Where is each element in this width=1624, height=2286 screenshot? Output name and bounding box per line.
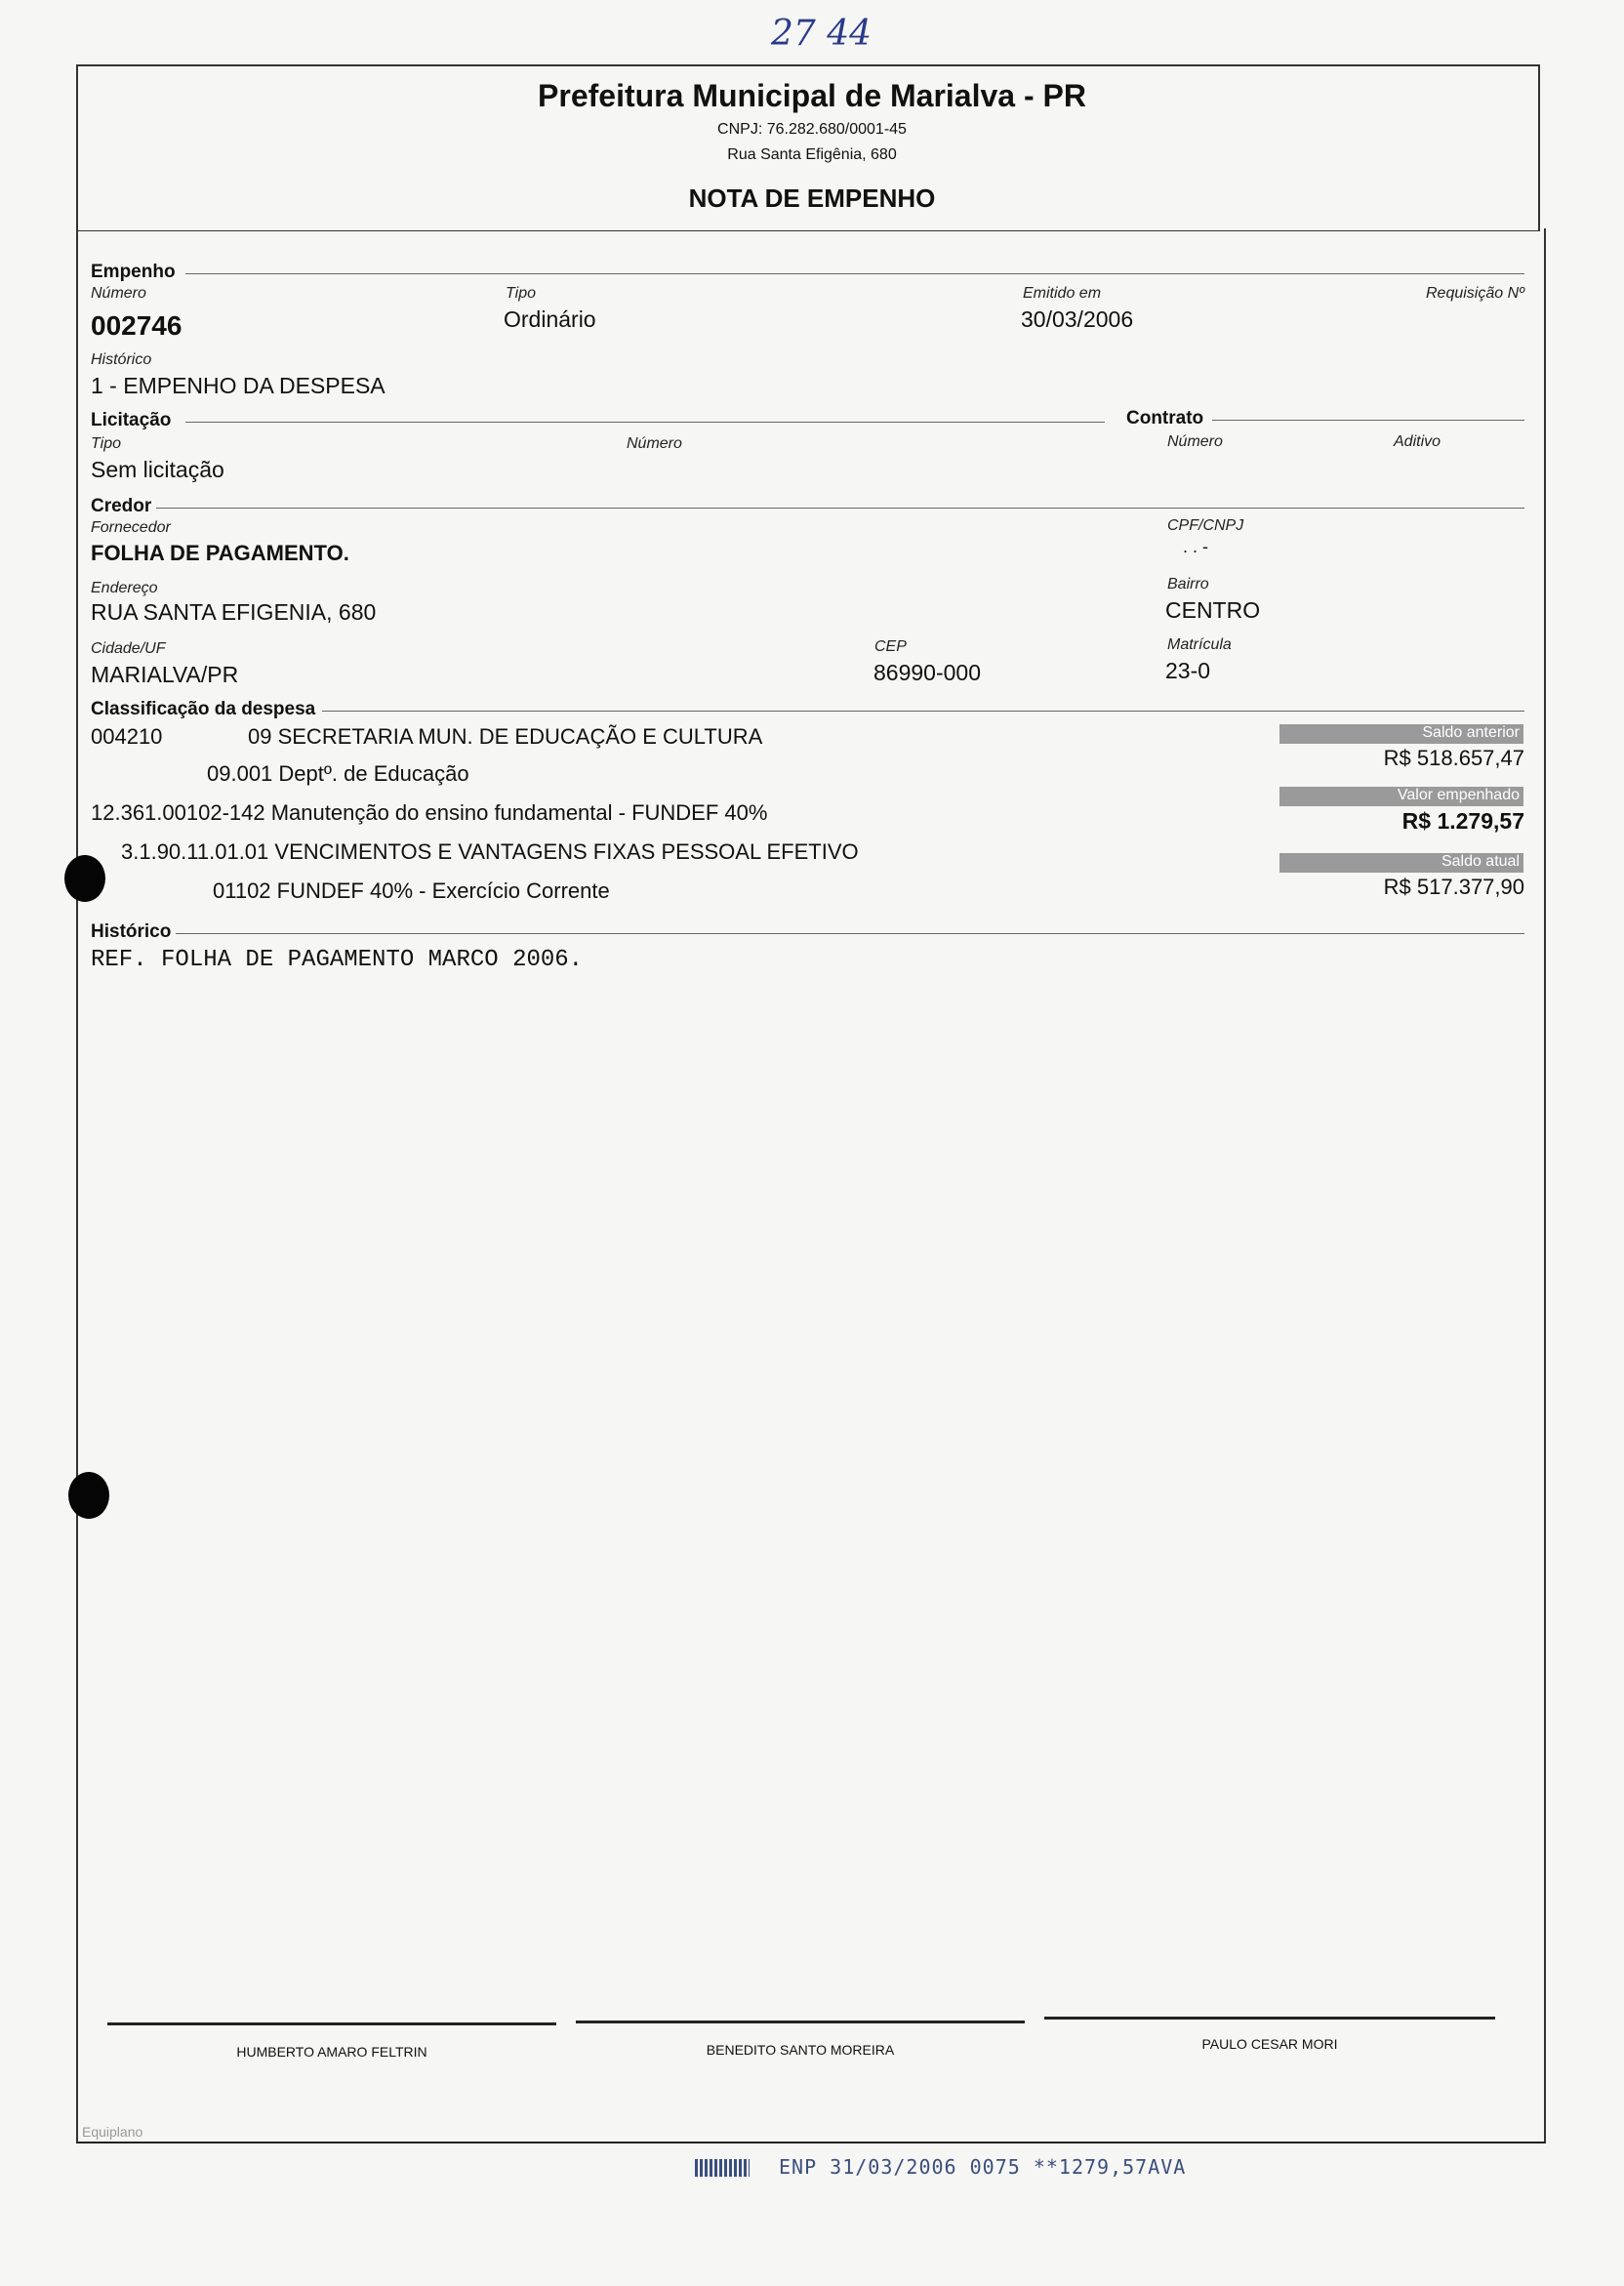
saldo-atual: R$ 517.377,90 <box>1383 875 1524 899</box>
bairro: CENTRO <box>1165 597 1261 623</box>
empenho-tipo: Ordinário <box>504 306 596 332</box>
binder-hole-bottom <box>68 1472 109 1519</box>
municipality-title: Prefeitura Municipal de Marialva - PR <box>538 78 1086 113</box>
emitido-date: 30/03/2006 <box>1021 306 1134 332</box>
matricula-label: Matrícula <box>1167 636 1232 653</box>
licitacao-numero-label: Número <box>627 435 682 452</box>
handwritten-page-number: 27 44 <box>771 14 873 54</box>
saldo-anterior-bar <box>1279 724 1523 744</box>
valor-empenhado-label: Valor empenhado <box>1397 787 1520 803</box>
saldo-atual-bar <box>1279 853 1523 873</box>
cidade-label: Cidade/UF <box>91 640 166 657</box>
empenho-numero-label: Número <box>91 285 146 302</box>
section-credor: Credor <box>91 496 152 516</box>
section-historico: Histórico <box>91 921 172 942</box>
signature-name-3: PAULO CESAR MORI <box>1201 2036 1338 2052</box>
fonte: 01102 FUNDEF 40% - Exercício Corrente <box>213 878 610 903</box>
address-text: Rua Santa Efigênia, 680 <box>727 146 897 163</box>
signature-name-2: BENEDITO SANTO MOREIRA <box>706 2042 895 2058</box>
contrato-aditivo-label: Aditivo <box>1394 433 1441 450</box>
programa: 12.361.00102-142 Manutenção do ensino fundamental - FUNDEF 40% <box>91 800 768 825</box>
empenho-historico-label: Histórico <box>91 351 152 368</box>
stamp-barcode-icon <box>695 2159 750 2177</box>
signature-name-1: HUMBERTO AMARO FELTRIN <box>236 2044 427 2060</box>
bairro-label: Bairro <box>1167 576 1209 592</box>
section-empenho: Empenho <box>91 262 176 282</box>
endereco-label: Endereço <box>91 580 158 596</box>
signature-line-3 <box>1044 2017 1495 2020</box>
cpf-label: CPF/CNPJ <box>1167 517 1244 534</box>
requisicao-label: Requisição Nº <box>1426 285 1524 302</box>
departamento: 09.001 Deptº. de Educação <box>207 761 469 786</box>
fornecedor-label: Fornecedor <box>91 519 171 536</box>
cpf-value: . . - <box>1183 537 1208 556</box>
empenho-tipo-label: Tipo <box>506 285 536 302</box>
historico-text: REF. FOLHA DE PAGAMENTO MARCO 2006. <box>91 947 584 973</box>
licitacao-tipo-label: Tipo <box>91 435 121 452</box>
cnpj-text: CNPJ: 76.282.680/0001-45 <box>717 121 907 138</box>
document-frame <box>76 228 1546 2143</box>
matricula: 23-0 <box>1165 658 1211 683</box>
licitacao-tipo: Sem licitação <box>91 457 224 482</box>
cep-label: CEP <box>874 638 907 655</box>
document-title: NOTA DE EMPENHO <box>688 184 936 213</box>
classificacao-code: 004210 <box>91 724 163 749</box>
secretaria: 09 SECRETARIA MUN. DE EDUCAÇÃO E CULTURA <box>248 724 763 749</box>
mechanical-stamp: ENP 31/03/2006 0075 **1279,57AVA <box>779 2155 1187 2179</box>
footer-brand: Equiplano <box>82 2124 143 2140</box>
section-contrato: Contrato <box>1126 408 1204 429</box>
endereco: RUA SANTA EFIGENIA, 680 <box>91 599 377 625</box>
contrato-numero-label: Número <box>1167 433 1223 450</box>
valor-empenhado: R$ 1.279,57 <box>1401 808 1524 834</box>
section-classificacao: Classificação da despesa <box>91 699 316 719</box>
saldo-atual-label: Saldo atual <box>1441 853 1520 870</box>
saldo-anterior-label: Saldo anterior <box>1422 724 1520 741</box>
empenho-historico: 1 - EMPENHO DA DESPESA <box>91 373 386 398</box>
empenho-numero: 002746 <box>91 310 183 341</box>
section-licitacao: Licitação <box>91 410 172 430</box>
fornecedor: FOLHA DE PAGAMENTO. <box>91 541 349 565</box>
cep: 86990-000 <box>873 660 981 685</box>
signature-line-2 <box>576 2021 1025 2023</box>
elemento: 3.1.90.11.01.01 VENCIMENTOS E VANTAGENS FIXAS PESSOAL EFETIVO <box>121 839 859 864</box>
saldo-anterior: R$ 518.657,47 <box>1383 746 1524 770</box>
emitido-label: Emitido em <box>1023 285 1102 302</box>
binder-hole-top <box>64 855 105 902</box>
signature-line-1 <box>107 2022 556 2025</box>
cidade: MARIALVA/PR <box>91 662 239 687</box>
valor-empenhado-bar <box>1279 787 1523 806</box>
